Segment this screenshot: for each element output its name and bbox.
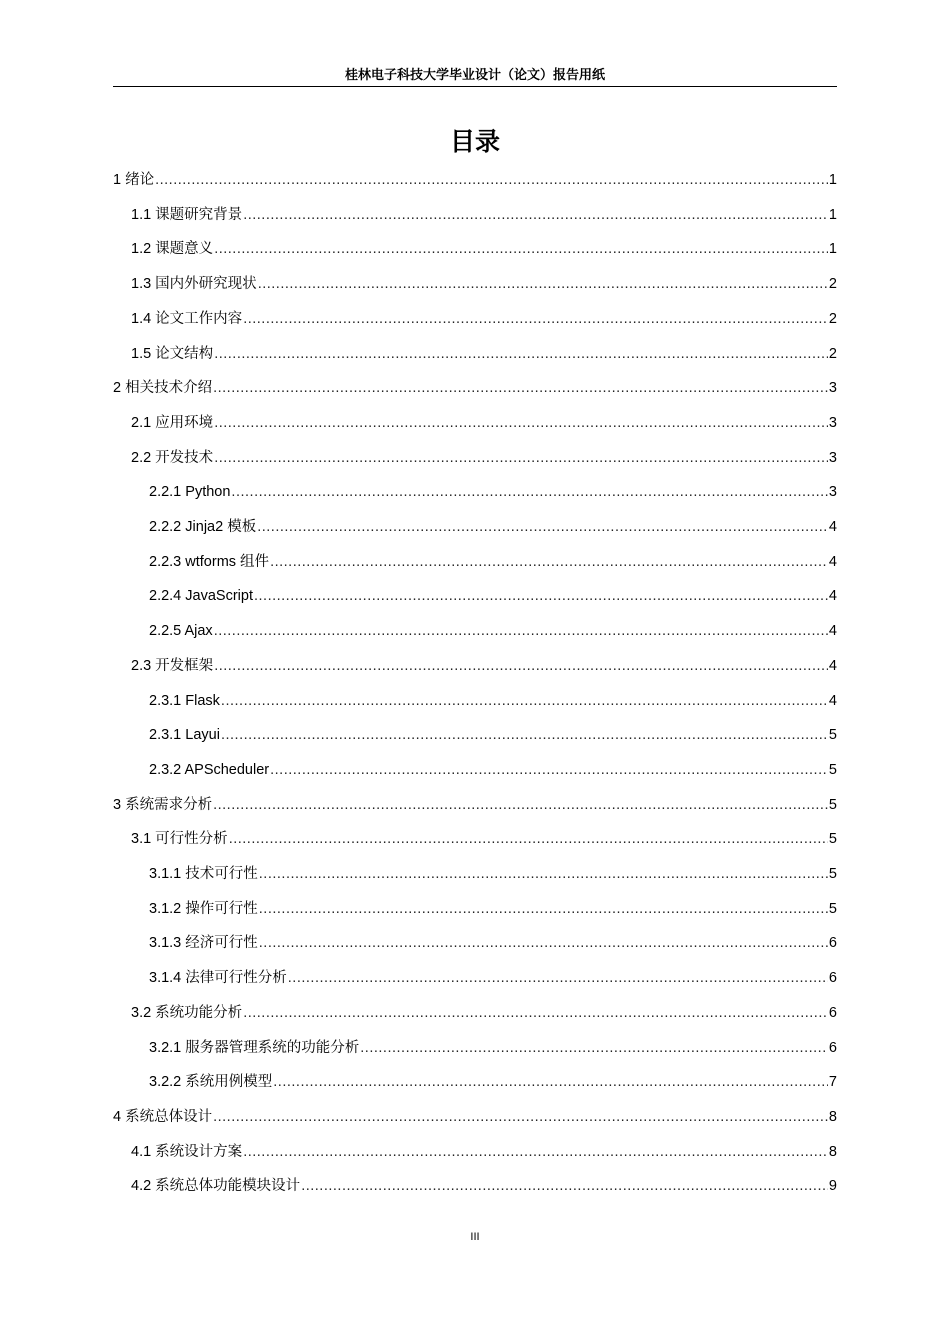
toc-entry[interactable] (131, 267, 837, 301)
toc-dot-leader (301, 1169, 828, 1203)
toc-entry-page: 5 (828, 727, 837, 744)
toc-dot-leader (259, 857, 828, 891)
toc-entry[interactable] (149, 857, 837, 891)
toc-entry-label: 2.2.4 JavaScript (149, 588, 253, 605)
toc-entry-page: 6 (828, 970, 837, 987)
toc-entry[interactable] (131, 996, 837, 1030)
toc-entry[interactable] (149, 614, 837, 648)
toc-dot-leader (229, 822, 828, 856)
toc-entry-label: 3 系统需求分析 (113, 796, 213, 813)
toc-entry-label: 3.2.1 服务器管理系统的功能分析 (149, 1039, 360, 1056)
toc-entry[interactable] (149, 926, 837, 960)
toc-entry[interactable] (149, 510, 837, 544)
toc-entry[interactable] (113, 788, 837, 822)
toc-entry-label: 4.2 系统总体功能模块设计 (131, 1178, 301, 1195)
toc-entry-page: 7 (828, 1074, 837, 1091)
toc-entry[interactable] (149, 684, 837, 718)
toc-entry-label: 1.1 课题研究背景 (131, 206, 243, 223)
toc-entry[interactable] (131, 337, 837, 371)
toc-entry[interactable] (113, 163, 837, 197)
toc-entry[interactable] (131, 441, 837, 475)
toc-dot-leader (214, 232, 828, 266)
header-title: 桂林电子科技大学毕业设计（论文）报告用纸 (344, 68, 605, 83)
toc-entry-page: 9 (828, 1178, 837, 1195)
toc-entry[interactable] (149, 753, 837, 787)
toc-entry-page: 3 (828, 449, 837, 466)
toc-entry[interactable] (131, 198, 837, 232)
toc-entry[interactable] (131, 1169, 837, 1203)
toc-dot-leader (213, 1100, 828, 1134)
toc-entry-page: 4 (828, 553, 837, 570)
toc-entry-label: 4 系统总体设计 (113, 1108, 213, 1125)
toc-entry-page: 4 (828, 519, 837, 535)
toc-entry[interactable] (149, 579, 837, 613)
toc-entry[interactable] (149, 718, 837, 752)
toc-entry[interactable] (149, 1031, 837, 1065)
toc-dot-leader (288, 961, 828, 995)
toc-entry-label: 2.1 应用环境 (131, 414, 214, 431)
toc-entry-label: 3.2 系统功能分析 (131, 1004, 243, 1021)
toc-entry-label: 2.3.1 Layui (149, 727, 220, 744)
toc-dot-leader (243, 1135, 828, 1169)
toc-dot-leader (258, 267, 828, 301)
toc-entry-page: 3 (828, 380, 837, 397)
toc-entry-label: 2.2.5 Ajax (149, 623, 213, 640)
toc-entry-page: 6 (828, 1039, 837, 1056)
toc-entry[interactable] (131, 406, 837, 440)
toc-dot-leader (221, 718, 828, 752)
toc-entry-label: 1.4 论文工作内容 (131, 310, 243, 327)
toc-entry-page: 5 (828, 866, 837, 882)
toc-entry-label: 3.1.2 操作可行性 (149, 900, 258, 917)
toc-entry-page: 6 (828, 935, 837, 952)
toc-entry-label: 1 绪论 (113, 172, 155, 188)
toc-dot-leader (360, 1031, 828, 1065)
toc-entry-page: 4 (828, 588, 837, 605)
toc-dot-leader (259, 892, 828, 926)
toc-dot-leader (259, 926, 828, 960)
toc-dot-leader (273, 1065, 828, 1099)
toc-entry-page: 8 (828, 1108, 837, 1125)
toc-entry[interactable] (131, 649, 837, 683)
toc-dot-leader (243, 302, 828, 336)
toc-entry-page: 6 (828, 1004, 837, 1021)
toc-entry-label: 1.5 论文结构 (131, 345, 214, 362)
toc-entry-label: 2.2 开发技术 (131, 449, 214, 466)
toc-entry[interactable] (149, 475, 837, 509)
toc-entry[interactable] (149, 1065, 837, 1099)
toc-entry[interactable] (131, 822, 837, 856)
toc-entry-page: 5 (828, 900, 837, 917)
toc-entry-label: 2.3.2 APScheduler (149, 761, 270, 778)
toc-entry-page: 3 (828, 484, 837, 501)
toc-dot-leader (213, 788, 828, 822)
toc-entry-page: 5 (828, 796, 837, 813)
toc-entry-page: 4 (828, 623, 837, 640)
toc-entry-page: 4 (828, 657, 837, 674)
toc-entry[interactable] (131, 232, 837, 266)
toc-dot-leader (155, 163, 828, 197)
toc-dot-leader (243, 198, 828, 232)
toc-dot-leader (214, 649, 828, 683)
toc-entry-page: 5 (828, 831, 837, 848)
toc-entry-label: 3.1.3 经济可行性 (149, 935, 258, 952)
toc-dot-leader (254, 579, 828, 613)
toc-dot-leader (243, 996, 828, 1030)
toc-entry[interactable] (131, 302, 837, 336)
toc-dot-leader (214, 441, 828, 475)
toc-entry-label: 4.1 系统设计方案 (131, 1143, 243, 1160)
toc-entry-label: 2.2.1 Python (149, 484, 231, 501)
toc-dot-leader (257, 510, 828, 544)
toc-entry-page: 2 (828, 276, 837, 293)
page-header (113, 64, 837, 87)
toc-dot-leader (214, 337, 828, 371)
toc-entry[interactable] (113, 1100, 837, 1134)
toc-dot-leader (270, 753, 828, 787)
toc-entry-page: 2 (828, 345, 837, 362)
toc-entry-page: 1 (828, 172, 837, 188)
toc-entry-label: 2 相关技术介绍 (113, 380, 213, 397)
toc-dot-leader (270, 545, 828, 579)
toc-entry[interactable] (131, 1135, 837, 1169)
toc-entry-label: 2.3 开发框架 (131, 657, 214, 674)
toc-dot-leader (231, 475, 828, 509)
toc-entry-page: 1 (828, 241, 837, 258)
toc-entry-label: 3.1.1 技术可行性 (149, 866, 258, 882)
toc-entry[interactable] (113, 371, 837, 405)
toc-entry[interactable] (149, 892, 837, 926)
toc-entry-label: 1.2 课题意义 (131, 241, 214, 258)
toc-dot-leader (214, 406, 828, 440)
toc-entry-page: 5 (828, 761, 837, 778)
toc-entry-page: 8 (828, 1143, 837, 1160)
toc-entry-label: 3.1 可行性分析 (131, 831, 228, 848)
toc-entry-label: 2.3.1 Flask (149, 692, 220, 709)
toc-entry-label: 3.1.4 法律可行性分析 (149, 970, 287, 987)
page-title: 目录 (449, 127, 500, 156)
page-number: III (470, 1231, 480, 1243)
toc-entry-label: 2.2.2 Jinja2 模板 (149, 519, 257, 535)
toc-entry-label: 3.2.2 系统用例模型 (149, 1074, 273, 1091)
toc-entry[interactable] (149, 961, 837, 995)
toc-dot-leader (213, 371, 828, 405)
toc-dot-leader (221, 684, 828, 718)
toc-entry-page: 3 (828, 414, 837, 431)
toc-dot-leader (214, 614, 828, 648)
toc-entry-page: 2 (828, 310, 837, 327)
toc-entry-label: 2.2.3 wtforms 组件 (149, 553, 270, 570)
toc-entry[interactable] (149, 545, 837, 579)
toc-entry-page: 1 (828, 206, 837, 223)
toc-entry-label: 1.3 国内外研究现状 (131, 276, 257, 293)
toc-entry-page: 4 (828, 692, 837, 709)
